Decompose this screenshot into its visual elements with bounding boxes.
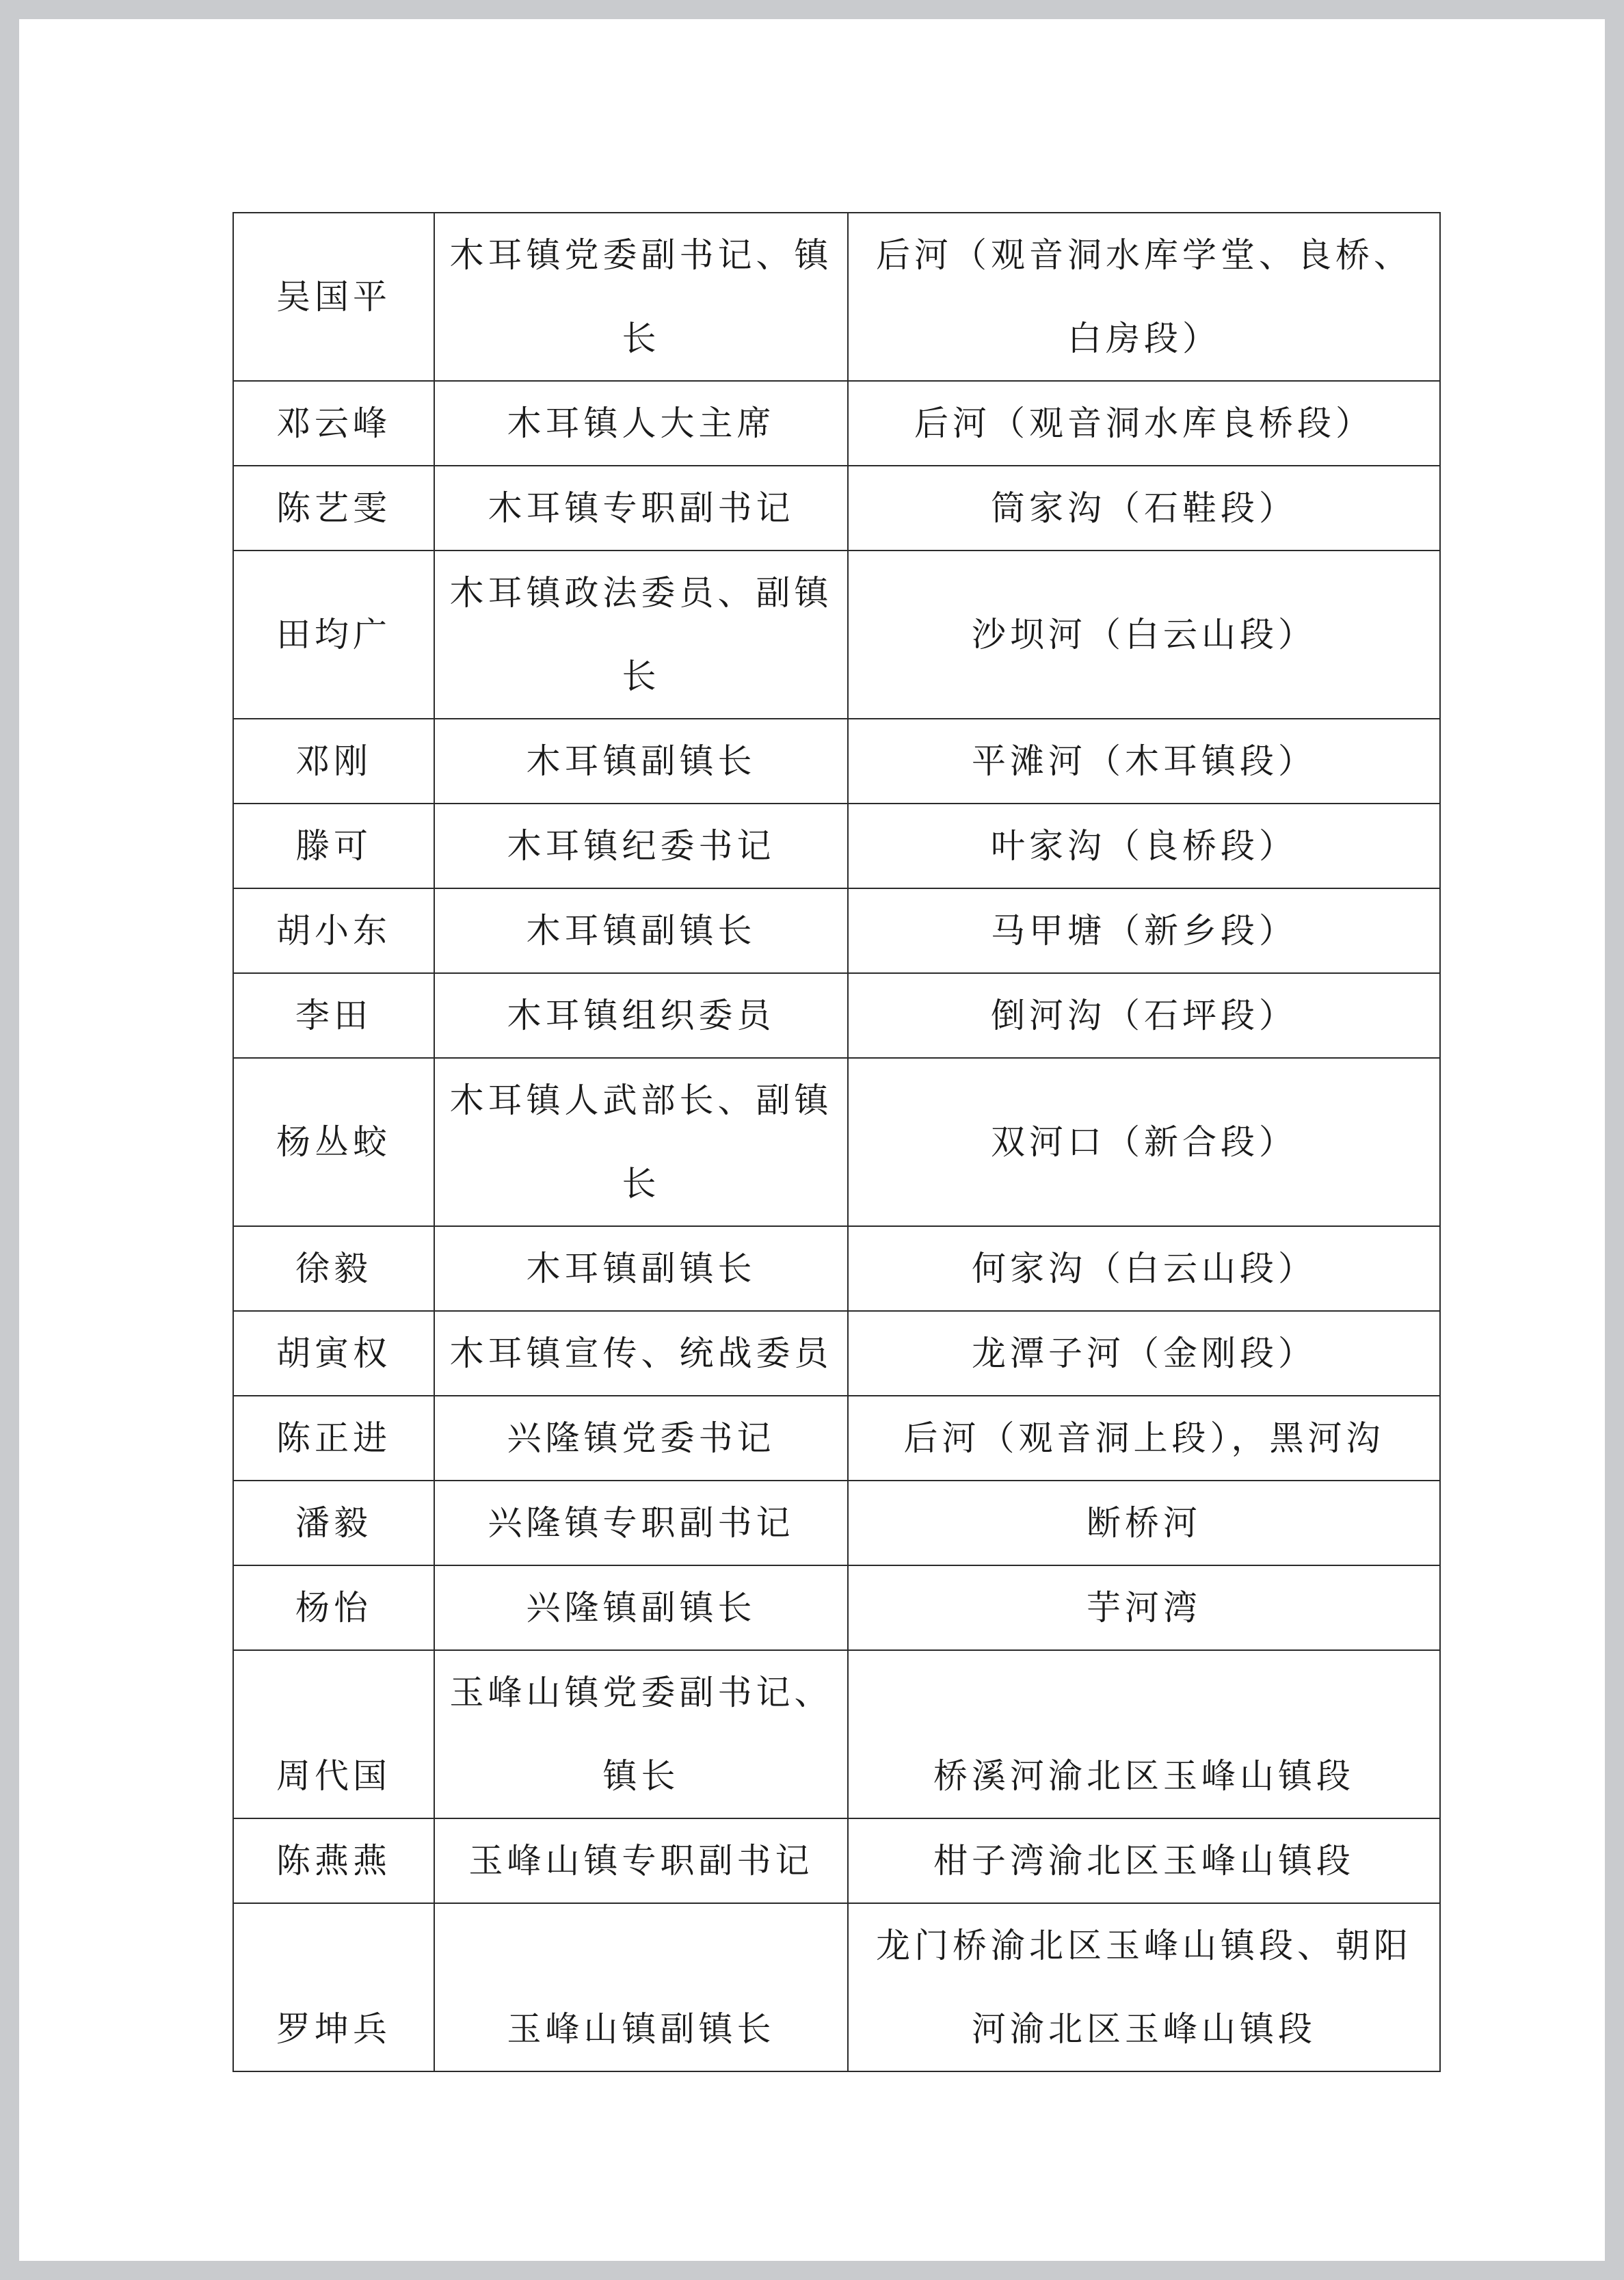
table-row	[233, 1058, 1440, 1226]
river-cell: 后河（观音洞水库良桥段）	[848, 381, 1440, 466]
position-cell: 兴隆镇副镇长	[434, 1565, 848, 1650]
river-cell: 龙潭子河（金刚段）	[848, 1311, 1440, 1396]
name-cell: 吴国平	[233, 213, 434, 381]
river-cell: 马甲塘（新乡段）	[848, 888, 1440, 973]
river-cell: 沙坝河（白云山段）	[848, 551, 1440, 719]
table-row	[233, 804, 1440, 888]
position-cell: 木耳镇副镇长	[434, 719, 848, 804]
table-row	[233, 213, 1440, 381]
table-body	[233, 213, 1440, 2071]
position-cell: 木耳镇副镇长	[434, 1226, 848, 1311]
table-row	[233, 1396, 1440, 1481]
table-row	[233, 1481, 1440, 1565]
position-cell: 玉峰山镇党委副书记、镇长	[434, 1650, 848, 1818]
name-cell: 李田	[233, 973, 434, 1058]
position-cell: 木耳镇人武部长、副镇长	[434, 1058, 848, 1226]
river-cell: 倒河沟（石坪段）	[848, 973, 1440, 1058]
name-cell: 周代国	[233, 1650, 434, 1818]
table-row	[233, 719, 1440, 804]
river-cell: 桥溪河渝北区玉峰山镇段	[848, 1650, 1440, 1818]
table-row	[233, 1650, 1440, 1818]
river-cell: 龙门桥渝北区玉峰山镇段、朝阳河渝北区玉峰山镇段	[848, 1903, 1440, 2071]
table-row	[233, 1818, 1440, 1903]
position-cell: 玉峰山镇专职副书记	[434, 1818, 848, 1903]
river-cell: 后河（观音洞水库学堂、良桥、白房段）	[848, 213, 1440, 381]
name-cell: 邓云峰	[233, 381, 434, 466]
position-cell: 木耳镇组织委员	[434, 973, 848, 1058]
position-cell: 木耳镇政法委员、副镇长	[434, 551, 848, 719]
position-cell: 玉峰山镇副镇长	[434, 1903, 848, 2071]
position-cell: 木耳镇副镇长	[434, 888, 848, 973]
name-cell: 潘毅	[233, 1481, 434, 1565]
name-cell: 滕可	[233, 804, 434, 888]
position-cell: 木耳镇纪委书记	[434, 804, 848, 888]
position-cell: 兴隆镇党委书记	[434, 1396, 848, 1481]
river-cell: 柑子湾渝北区玉峰山镇段	[848, 1818, 1440, 1903]
position-cell: 木耳镇宣传、统战委员	[434, 1311, 848, 1396]
name-cell: 陈燕燕	[233, 1818, 434, 1903]
document-page	[19, 19, 1605, 2261]
table-row	[233, 551, 1440, 719]
name-cell: 杨丛蛟	[233, 1058, 434, 1226]
name-cell: 田均广	[233, 551, 434, 719]
table-row	[233, 888, 1440, 973]
river-cell: 叶家沟（良桥段）	[848, 804, 1440, 888]
name-cell: 徐毅	[233, 1226, 434, 1311]
position-cell: 兴隆镇专职副书记	[434, 1481, 848, 1565]
river-cell: 断桥河	[848, 1481, 1440, 1565]
river-cell: 芋河湾	[848, 1565, 1440, 1650]
river-cell: 双河口（新合段）	[848, 1058, 1440, 1226]
name-cell: 陈正进	[233, 1396, 434, 1481]
name-cell: 陈艺雯	[233, 466, 434, 551]
name-cell: 罗坤兵	[233, 1903, 434, 2071]
table-row	[233, 1903, 1440, 2071]
name-cell: 胡小东	[233, 888, 434, 973]
table-row	[233, 973, 1440, 1058]
river-cell: 筒家沟（石鞋段）	[848, 466, 1440, 551]
name-cell: 胡寅权	[233, 1311, 434, 1396]
table-row	[233, 466, 1440, 551]
river-cell: 平滩河（木耳镇段）	[848, 719, 1440, 804]
river-cell: 后河（观音洞上段），黑河沟	[848, 1396, 1440, 1481]
table-row	[233, 1565, 1440, 1650]
table-row	[233, 381, 1440, 466]
position-cell: 木耳镇专职副书记	[434, 466, 848, 551]
position-cell: 木耳镇人大主席	[434, 381, 848, 466]
river-cell: 何家沟（白云山段）	[848, 1226, 1440, 1311]
table-row	[233, 1226, 1440, 1311]
table-row	[233, 1311, 1440, 1396]
position-cell: 木耳镇党委副书记、镇长	[434, 213, 848, 381]
name-cell: 邓刚	[233, 719, 434, 804]
river-chief-table	[232, 212, 1441, 2072]
name-cell: 杨怡	[233, 1565, 434, 1650]
